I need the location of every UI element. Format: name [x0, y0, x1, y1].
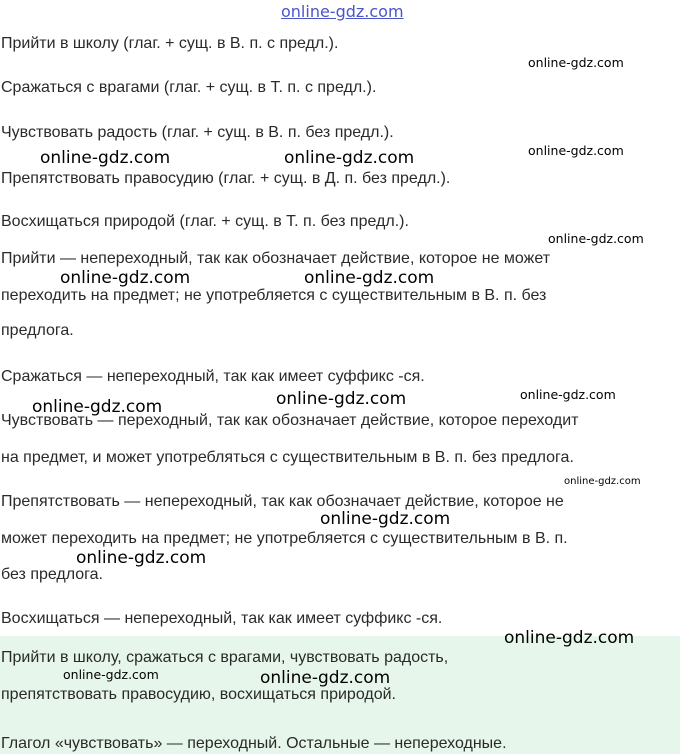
answer-line: Глагол «чувствовать» — переходный. Остальные — непереходные.	[1, 735, 507, 752]
text-line: переходить на предмет; не употребляется с существительным в В. п. без	[1, 287, 547, 304]
watermark: online-gdz.com	[548, 231, 644, 246]
text-line: Препятствовать — непереходный, так как обозначает действие, которое не	[1, 493, 564, 510]
watermark: online-gdz.com	[284, 148, 415, 168]
text-line: Чувствовать радость (глаг. + сущ. в В. п. без предл.).	[1, 124, 394, 141]
text-line: на предмет, и может употребляться с существительным в В. п. без предлога.	[1, 449, 574, 466]
watermark: online-gdz.com	[76, 548, 207, 568]
answer-line: препятствовать правосудию, восхищаться природой.	[1, 686, 396, 703]
watermark: online-gdz.com	[528, 55, 624, 70]
watermark: online-gdz.com	[32, 397, 163, 417]
watermark: online-gdz.com	[260, 668, 391, 688]
text-line: Сражаться с врагами (глаг. + сущ. в Т. п. с предл.).	[1, 79, 377, 96]
text-line: может переходить на предмет; не употребляется с существительным в В. п.	[1, 530, 568, 547]
watermark: online-gdz.com	[504, 628, 635, 648]
text-line: Сражаться — непереходный, так как имеет суффикс -ся.	[1, 368, 425, 385]
watermark-link[interactable]: online-gdz.com	[281, 2, 404, 21]
watermark: online-gdz.com	[520, 387, 616, 402]
text-line: предлога.	[1, 322, 74, 339]
text-line: Восхищаться природой (глаг. + сущ. в Т. п. без предл.).	[1, 213, 409, 230]
watermark: online-gdz.com	[320, 509, 451, 529]
watermark: online-gdz.com	[63, 667, 159, 682]
watermark: online-gdz.com	[276, 389, 407, 409]
watermark: online-gdz.com	[60, 268, 191, 288]
text-line: Препятствовать правосудию (глаг. + сущ. в Д. п. без предл.).	[1, 170, 451, 187]
text-line: Прийти в школу (глаг. + сущ. в В. п. с предл.).	[1, 35, 339, 52]
watermark: online-gdz.com	[528, 143, 624, 158]
text-line: Восхищаться — непереходный, так как имеет суффикс -ся.	[1, 610, 443, 627]
text-line: без предлога.	[1, 566, 103, 583]
text-line: Прийти — непереходный, так как обозначает действие, которое не может	[1, 250, 551, 267]
watermark: online-gdz.com	[304, 268, 435, 288]
text-line: Чувствовать — переходный, так как обозначает действие, которое переходит	[1, 412, 579, 429]
watermark: online-gdz.com	[40, 148, 171, 168]
watermark: online-gdz.com	[564, 476, 641, 487]
answer-line: Прийти в школу, сражаться с врагами, чувствовать радость,	[1, 649, 449, 666]
